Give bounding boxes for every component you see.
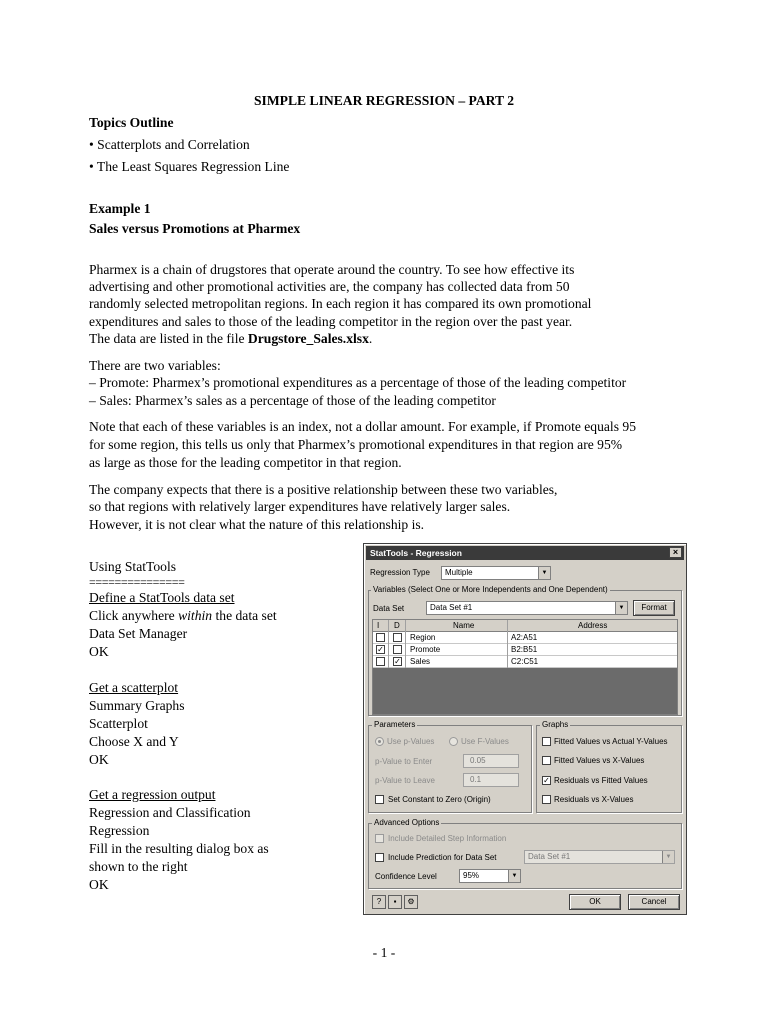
- step-line: Data Set Manager: [89, 626, 188, 641]
- dialog-titlebar: [366, 546, 684, 560]
- variables-list: [372, 619, 678, 715]
- step-line: [89, 607, 277, 625]
- advanced-group-label: Advanced Options: [374, 818, 440, 827]
- table-row[interactable]: [373, 656, 677, 668]
- p-leave-label: p-Value to Leave: [375, 776, 435, 785]
- ok-button[interactable]: OK: [569, 894, 621, 910]
- include-step-checkbox[interactable]: [375, 834, 384, 843]
- table-row[interactable]: [373, 644, 677, 656]
- variable-address: C2:C51: [511, 657, 539, 666]
- paragraph-line: There are two variables:: [89, 358, 221, 373]
- cancel-button[interactable]: Cancel: [628, 894, 680, 910]
- variable-name: Region: [410, 633, 436, 642]
- step-title: Get a regression output: [89, 787, 216, 802]
- graph-checkbox[interactable]: [542, 737, 551, 746]
- use-p-values-radio[interactable]: [375, 737, 384, 746]
- regression-type-select[interactable]: [441, 566, 551, 580]
- graph-label: Fitted Values vs X-Values: [554, 756, 645, 765]
- variable-address: A2:A51: [511, 633, 538, 642]
- include-step-label: Include Detailed Step Information: [388, 834, 507, 843]
- paragraph-line: – Promote: Pharmex’s promotional expenditures as a percentage of those of the leading competitor: [89, 375, 627, 390]
- page-title: SIMPLE LINEAR REGRESSION – PART 2: [254, 93, 514, 108]
- data-set-label: Data Set: [373, 604, 405, 613]
- use-f-values-label: Use F-Values: [461, 737, 509, 746]
- format-button[interactable]: Format: [633, 600, 675, 616]
- step-line: Scatterplot: [89, 716, 148, 731]
- paragraph-line: Pharmex is a chain of drugstores that operate around the country. To see how effective its: [89, 262, 575, 277]
- text-span: .: [368, 331, 373, 346]
- example-label: Example 1: [89, 201, 151, 216]
- paragraph-line: However, it is not clear what the nature of this relationship is.: [89, 517, 425, 532]
- column-divider: [388, 620, 389, 668]
- column-header: D: [394, 621, 400, 630]
- p-enter-input[interactable]: 0.05: [463, 754, 519, 768]
- confidence-label: Confidence Level: [375, 872, 437, 881]
- column-header: Name: [453, 621, 475, 630]
- paragraph-line: as large as those for the leading competitor in that region.: [89, 455, 402, 470]
- use-f-values-radio[interactable]: [449, 737, 458, 746]
- constant-zero-checkbox[interactable]: [375, 795, 384, 804]
- topic-item: • The Least Squares Regression Line: [89, 159, 290, 174]
- step-line: Fill in the resulting dialog box as: [89, 841, 269, 856]
- paragraph-line: expenditures and sales to those of the leading competitor in the region over the past year.: [89, 314, 573, 329]
- paragraph-line: advertising and other promotional activities are, the company has collected data from 50: [89, 279, 570, 294]
- example-title: Sales versus Promotions at Pharmex: [89, 221, 301, 236]
- constant-zero-label: Set Constant to Zero (Origin): [388, 795, 491, 804]
- paragraph-line: so that regions with relatively larger expenditures have relatively larger sales.: [89, 499, 511, 514]
- variable-address: B2:B51: [511, 645, 538, 654]
- step-line: OK: [89, 752, 109, 767]
- step-line: OK: [89, 877, 109, 892]
- dependent-checkbox[interactable]: ✓: [394, 657, 401, 666]
- step-title: Define a StatTools data set: [89, 590, 235, 605]
- graph-label: Residuals vs Fitted Values: [554, 776, 648, 785]
- chevron-down-icon: ▼: [508, 870, 520, 882]
- regression-dialog: [363, 543, 687, 915]
- regression-type-label: Regression Type: [370, 568, 430, 577]
- paragraph-line: [89, 330, 372, 348]
- column-header: Address: [578, 621, 608, 630]
- p-leave-input[interactable]: 0.1: [463, 773, 519, 787]
- data-set-value: Data Set #1: [430, 603, 473, 612]
- chevron-down-icon: ▼: [615, 602, 627, 614]
- graph-checkbox[interactable]: ✓: [543, 776, 550, 785]
- independent-checkbox[interactable]: [376, 657, 385, 666]
- step-line: Regression: [89, 823, 150, 838]
- step-line: Summary Graphs: [89, 698, 185, 713]
- step-line: shown to the right: [89, 859, 188, 874]
- emphasis: within: [178, 608, 213, 623]
- text-span: The data are listed in the file: [89, 331, 248, 346]
- steps-rule: ===============: [89, 575, 185, 589]
- close-icon[interactable]: ×: [669, 547, 682, 558]
- dependent-checkbox[interactable]: [393, 645, 402, 654]
- column-header: I: [377, 621, 380, 630]
- list-header: [373, 620, 677, 632]
- p-enter-label: p-Value to Enter: [375, 757, 433, 766]
- text-span: the data set: [212, 608, 277, 623]
- graph-label: Residuals vs X-Values: [554, 795, 634, 804]
- dialog-title: StatTools - Regression: [370, 548, 462, 558]
- regression-type-value: Multiple: [445, 568, 473, 577]
- step-line: Regression and Classification: [89, 805, 251, 820]
- settings-icon[interactable]: ⚙: [404, 895, 418, 909]
- page-number: - 1 -: [372, 945, 396, 960]
- graph-checkbox[interactable]: [542, 795, 551, 804]
- chevron-down-icon: ▼: [662, 851, 674, 863]
- topic-item: • Scatterplots and Correlation: [89, 137, 250, 152]
- independent-checkbox[interactable]: ✓: [377, 645, 384, 654]
- paragraph-line: Note that each of these variables is an index, not a dollar amount. For example, if Promote equals 95: [89, 419, 636, 434]
- dependent-checkbox[interactable]: [393, 633, 402, 642]
- confidence-select[interactable]: [459, 869, 521, 883]
- include-prediction-checkbox[interactable]: [375, 853, 384, 862]
- filename: Drugstore_Sales.xlsx: [247, 331, 369, 346]
- include-prediction-label: Include Prediction for Data Set: [388, 853, 497, 862]
- column-divider: [405, 620, 406, 668]
- prediction-data-set-select[interactable]: [524, 850, 675, 864]
- chevron-down-icon: ▼: [538, 567, 550, 579]
- variables-group-label: Variables (Select One or More Independents and One Dependent): [373, 585, 608, 594]
- paragraph-line: The company expects that there is a positive relationship between these two variables,: [89, 482, 558, 497]
- graph-label: Fitted Values vs Actual Y-Values: [554, 737, 668, 746]
- save-icon[interactable]: ▪: [388, 895, 402, 909]
- paragraph-line: randomly selected metropolitan regions. In each region it has compared its own promotional: [89, 296, 592, 311]
- step-line: Choose X and Y: [89, 734, 179, 749]
- paragraph-line: for some region, this tells us only that Pharmex’s promotional expenditures in that region are 95%: [89, 437, 623, 452]
- variable-name: Sales: [410, 657, 431, 666]
- help-icon[interactable]: ?: [372, 895, 386, 909]
- table-row[interactable]: [373, 632, 677, 644]
- paragraph-line: – Sales: Pharmex’s sales as a percentage of those of the leading competitor: [89, 393, 496, 408]
- prediction-data-set-value: Data Set #1: [528, 852, 571, 861]
- column-divider: [507, 620, 508, 668]
- text-span: Click anywhere: [89, 608, 179, 623]
- graph-checkbox[interactable]: [542, 756, 551, 765]
- graphs-group-label: Graphs: [542, 720, 569, 729]
- use-p-values-label: Use p-Values: [387, 737, 435, 746]
- independent-checkbox[interactable]: [376, 633, 385, 642]
- steps-heading: Using StatTools: [89, 559, 177, 574]
- variable-name: Promote: [410, 645, 441, 654]
- confidence-value: 95%: [463, 871, 480, 880]
- step-line: OK: [89, 644, 109, 659]
- parameters-group-label: Parameters: [374, 720, 416, 729]
- step-title: Get a scatterplot: [89, 680, 179, 695]
- data-set-select[interactable]: [426, 601, 628, 615]
- topics-heading: Topics Outline: [89, 115, 174, 130]
